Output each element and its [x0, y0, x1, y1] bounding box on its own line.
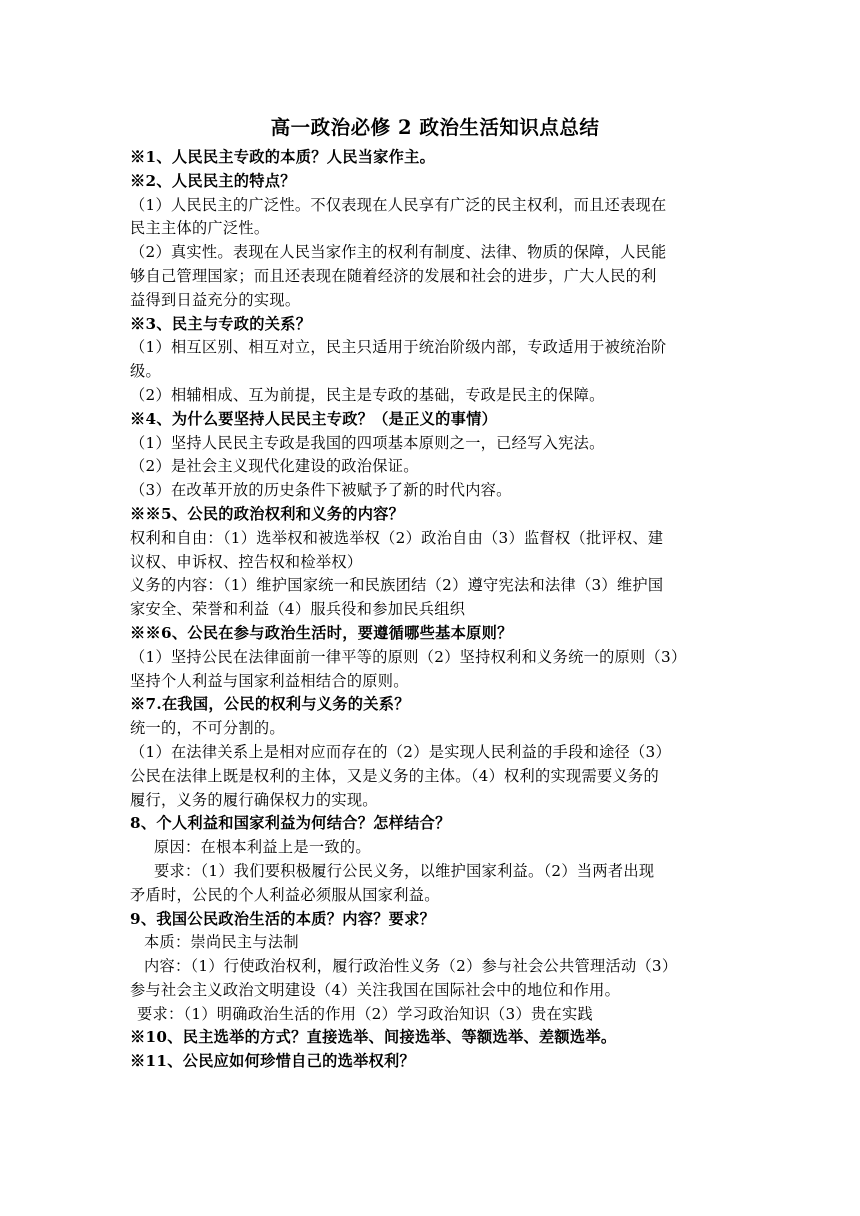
text-line: （1）人民民主的广泛性。不仅表现在人民享有广泛的民主权利，而且还表现在 — [130, 195, 667, 214]
text-line: 内容：（1）行使政治权利，履行政治性义务（2）参与社会公共管理活动（3） — [144, 957, 678, 976]
question-heading: ※7.在我国，公民的权利与义务的关系？ — [130, 695, 410, 714]
text-line: 家安全、荣誉和利益（4）服兵役和参加民兵组织 — [130, 600, 466, 619]
question-heading: 8、个人利益和国家利益为何结合？怎样结合？ — [130, 814, 451, 833]
question-heading: ※11、公民应如何珍惜自己的选举权利？ — [130, 1052, 416, 1071]
text-line: 统一的，不可分割的。 — [130, 719, 285, 738]
text-line: 坚持个人利益与国家利益相结合的原则。 — [130, 671, 409, 690]
question-heading: ※4、为什么要坚持人民民主专政？（是正义的事情） — [130, 409, 498, 428]
question-heading: ※10、民主选举的方式？直接选举、间接选举、等额选举、差额选举。 — [130, 1028, 617, 1047]
text-line: 益得到日益充分的实现。 — [130, 290, 301, 309]
text-line: 矛盾时，公民的个人利益必须服从国家利益。 — [130, 885, 440, 904]
text-line: 公民在法律上既是权利的主体，又是义务的主体。（4）权利的实现需要义务的 — [130, 766, 659, 785]
question-heading: ※3、民主与专政的关系？ — [130, 314, 312, 333]
text-line: 原因：在根本利益上是一致的。 — [154, 838, 371, 857]
text-line: （2）是社会主义现代化建设的政治保证。 — [130, 457, 419, 476]
text-line: （1）相互区别、相互对立，民主只适用于统治阶级内部，专政适用于被统治阶 — [130, 338, 667, 357]
text-line: （2）真实性。表现在人民当家作主的权利有制度、法律、物质的保障，人民能 — [130, 243, 667, 262]
text-line: 要求：（1）我们要积极履行公民义务，以维护国家利益。（2）当两者出现 — [154, 861, 655, 880]
text-line: 议权、申诉权、控告权和检举权） — [130, 552, 363, 571]
question-heading: ※※5、公民的政治权利和义务的内容？ — [130, 504, 405, 523]
question-heading: 9、我国公民政治生活的本质？内容？要求？ — [130, 909, 436, 928]
question-heading: ※1、人民民主专政的本质？人民当家作主。 — [130, 148, 436, 166]
text-line: 履行，义务的履行确保权力的实现。 — [130, 790, 378, 809]
text-line: （2）相辅相成、互为前提，民主是专政的基础，专政是民主的保障。 — [130, 385, 605, 404]
document-title: 高一政治必修 2 政治生活知识点总结 — [270, 116, 600, 139]
text-line: （3）在改革开放的历史条件下被赋予了新的时代内容。 — [130, 481, 512, 500]
text-line: 够自己管理国家；而且还表现在随着经济的发展和社会的进步，广大人民的利 — [130, 266, 657, 285]
text-line: （1）坚持公民在法律面前一律平等的原则（2）坚持权利和义务统一的原则（3） — [130, 647, 687, 666]
question-heading: ※※6、公民在参与政治生活时，要遵循哪些基本原则？ — [130, 623, 513, 642]
text-line: 参与社会主义政治文明建设（4）关注我国在国际社会中的地位和作用。 — [130, 980, 621, 999]
text-line: 级。 — [130, 362, 161, 381]
text-line: 民主主体的广泛性。 — [130, 219, 270, 238]
text-line: 本质：崇尚民主与法制 — [144, 933, 299, 952]
question-heading: ※2、人民民主的特点？ — [130, 171, 296, 190]
text-line: 权利和自由：（1）选举权和被选举权（2）政治自由（3）监督权（批评权、建 — [130, 528, 664, 547]
document-body — [130, 146, 740, 1074]
text-line: （1）坚持人民民主专政是我国的四项基本原则之一，已经写入宪法。 — [130, 433, 605, 452]
text-line: 要求：（1）明确政治生活的作用（2）学习政治知识（3）贵在实践 — [137, 1004, 593, 1023]
text-line: 义务的内容：（1）维护国家统一和民族团结（2）遵守宪法和法律（3）维护国 — [130, 576, 664, 595]
document-page — [130, 112, 740, 1074]
text-line: （1）在法律关系上是相对应而存在的（2）是实现人民利益的手段和途径（3） — [130, 742, 671, 761]
